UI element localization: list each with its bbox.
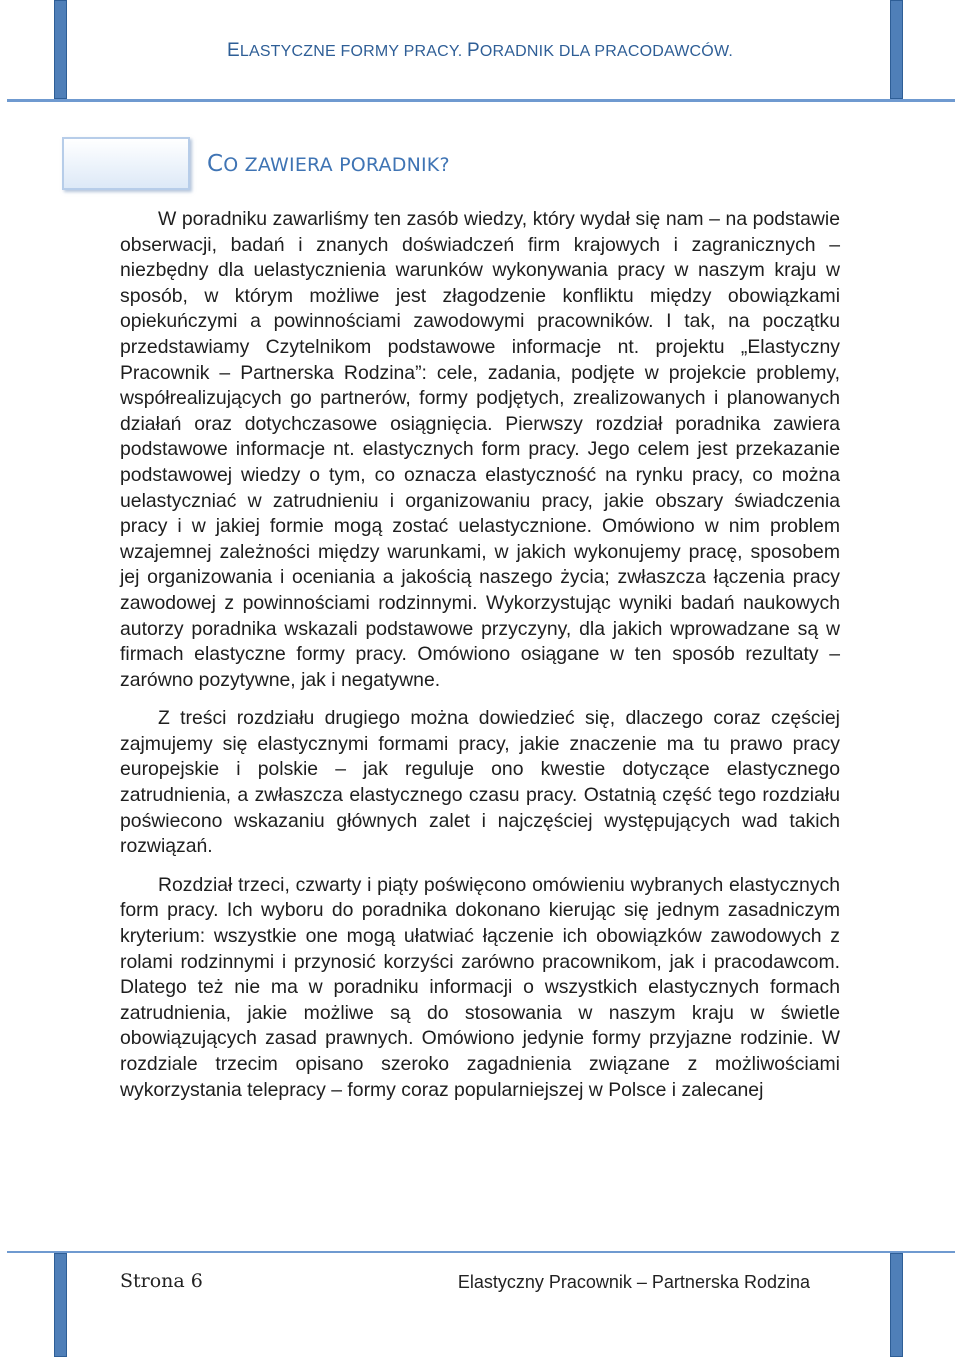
header-cap-1: E [226, 40, 240, 61]
paragraph: W poradniku zawarliśmy ten zasób wiedzy, który wydał się nam – na podstawie obserwacji, badań i znanych doświadczeń firm krajowych i zagranicznych – niezbędny dla uelastycznienia warunków wykonywania pracy w naszym kraju w sposób, w którym możliwe jest złagodzenie konfliktu między obowiązkami opiekuńczymi a powinnościami zawodowymi pracowników. I tak, na początku przedstawiamy Czytelnikom podstawowe informacje nt. projektu „Elastyczny Pracownik – Partnerska Rodzina”: cele, zadania, podjęte w projekcie problemy, współrealizujących go partnerów, formy podjętych, zrealizowanych i planowanych działań oraz dotychczasowe osiągnięcia. Pierwszy rozdział poradnika zawiera podstawowe informacje nt. elastycznych form pracy. Jego celem jest przekazanie podstawowej wiedzy o tym, co oznacza elastyczność na rynku pracy, co można uelastyczniać w zatrudnieniu i organizowaniu pracy, jakie obszary świadczenia pracy i w jakiej formie mogą zostać uelastycznione. Omówiono w nim problem wzajemnej zależności między warunkami, w jakich wykonujemy pracę, sposobem jej organizowania i oceniania a jakością naszego życia; zwłaszcza łączenia pracy zawodowej z powinnościami rodzinnymi. Wykorzystując wyniki badań naukowych autorzy poradnika wskazali podstawowe przyczyny, dla jakich wprowadzane są w firmach elastyczne formy pracy. Omówiono osiągane w ten sposób rezultaty – zarówno pozytywne, jak i negatywne. [120, 208, 840, 691]
heading-rest: O ZAWIERA PORADNIK? [223, 154, 450, 176]
header-text-1: LASTYCZNE FORMY PRACY. [239, 43, 468, 60]
section-heading [207, 151, 450, 177]
footer-divider [7, 1251, 955, 1253]
heading-cap: C [207, 151, 224, 177]
footer-right-bar [890, 1253, 903, 1357]
header-divider [7, 99, 955, 102]
running-header [0, 40, 960, 62]
header-text-2: ORADNIK DLA PRACODAWCÓW. [479, 43, 734, 60]
header-cap-2: P [467, 40, 480, 61]
heading-decoration-box [62, 137, 190, 190]
body-text [120, 207, 840, 1103]
footer-project-name: Elastyczny Pracownik – Partnerska Rodzina [457, 1272, 810, 1292]
paragraph: Z treści rozdziału drugiego można dowiedzieć się, dlaczego coraz częściej zajmujemy się elastycznymi formami pracy, jakie znaczenie ma tu prawo pracy europejskie i polskie – jak reguluje ono kwestie dotyczące elastycznego zatrudnienia, a zwłaszcza elastycznego czasu pracy. Ostatnią część tego rozdziału poświecono wskazaniu głównych zalet i najczęściej występujących wad takich rozwiązań. [120, 707, 840, 858]
footer-left-bar [54, 1253, 67, 1357]
paragraph: Rozdział trzeci, czwarty i piąty poświęcono omówieniu wybranych elastycznych form pracy. Ich wyboru do poradnika dokonano kierując się jednym zasadniczym kryterium: wszystkie one mogą ułatwiać łączenie ich obowiązków zawodowych z rolami rodzinnymi i przynosić korzyści zarówno pracownikom, jak i pracodawcom. Dlatego też nie ma w poradniku informacji o wszystkich elastycznych formach zatrudnienia, jakie możliwe są do stosowania w naszym kraju w świetle obowiązujących zasad prawnych. Omówiono jedynie formy przyjazne rodzinie. W rozdziale trzecim opisano szeroko zagadnienia związane z możliwościami wykorzystania telepracy – formy coraz popularniejszej w Polsce i zalecanej [120, 873, 840, 1101]
page-number: Strona 6 [120, 1270, 203, 1292]
